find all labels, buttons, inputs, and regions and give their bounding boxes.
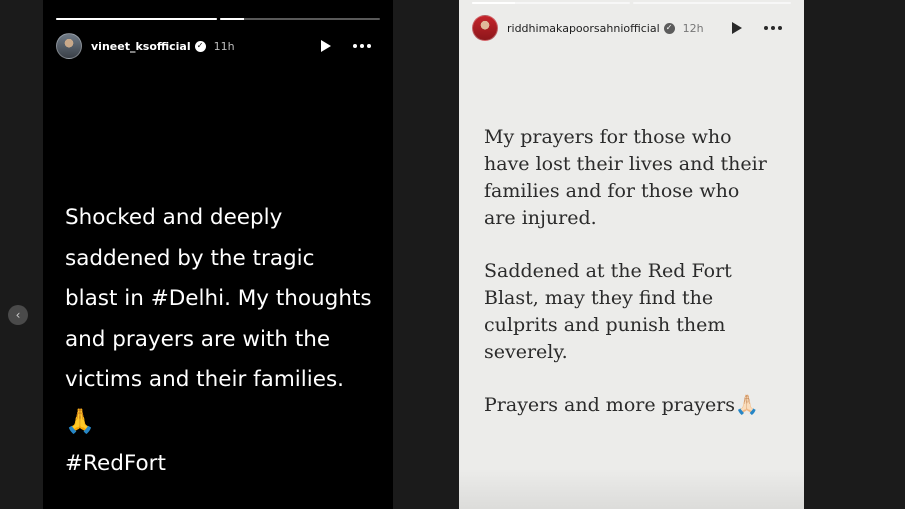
story-progress-bar: [56, 18, 380, 20]
post-time: 11h: [213, 39, 235, 53]
story-line: blast in #Delhi. My thoughts: [65, 286, 372, 312]
chevron-left-icon: ‹: [15, 308, 21, 322]
avatar[interactable]: [472, 15, 498, 41]
story-line: and prayers are with the: [65, 326, 331, 352]
post-time: 12h: [682, 21, 704, 35]
verified-badge-icon: ✓: [664, 23, 675, 34]
story-line: severely.: [484, 341, 568, 363]
story-line: Blast, may they find the: [484, 287, 714, 309]
progress-segment-2: [220, 18, 381, 20]
progress-segment-1: [56, 18, 217, 20]
verified-badge-icon: ✓: [195, 41, 206, 52]
progress-fill-1: [472, 2, 515, 4]
hashtag: #RedFort: [65, 450, 166, 476]
more-options-icon[interactable]: [353, 44, 371, 48]
story-line: My prayers for those who: [484, 126, 732, 148]
progress-fill-2: [220, 18, 244, 20]
username-link[interactable]: riddhimakapoorsahniofficial: [507, 21, 660, 35]
story-progress-bar: [472, 2, 791, 4]
story-line: have lost their lives and their: [484, 153, 767, 175]
story-text: [484, 124, 794, 419]
story-vineet[interactable]: [43, 0, 393, 509]
avatar[interactable]: [56, 33, 82, 59]
progress-segment-1: [472, 2, 630, 4]
story-riddhima[interactable]: [459, 0, 804, 509]
story-line: Saddened at the Red Fort: [484, 260, 732, 282]
story-line: are injured.: [484, 207, 597, 229]
progress-segment-2: [633, 2, 791, 4]
story-line: Prayers and more prayers🙏🏻: [484, 394, 759, 416]
previous-story-button[interactable]: [8, 305, 28, 325]
more-options-icon[interactable]: [764, 26, 782, 30]
username-link[interactable]: vineet_ksofficial: [91, 39, 191, 53]
story-line: Shocked and deeply: [65, 205, 283, 230]
story-line: victims and their families.: [65, 367, 344, 393]
progress-fill-1: [56, 18, 217, 20]
reply-area: [459, 469, 804, 509]
folded-hands-icon: 🙏: [65, 406, 95, 435]
story-line: families and for those who: [484, 180, 740, 202]
play-icon[interactable]: [321, 40, 331, 52]
story-text: [65, 198, 383, 484]
story-line: culprits and punish them: [484, 314, 726, 336]
play-icon[interactable]: [732, 22, 742, 34]
story-header: [56, 32, 380, 60]
story-line: saddened by the tragic: [65, 245, 315, 271]
story-header: [472, 14, 791, 42]
